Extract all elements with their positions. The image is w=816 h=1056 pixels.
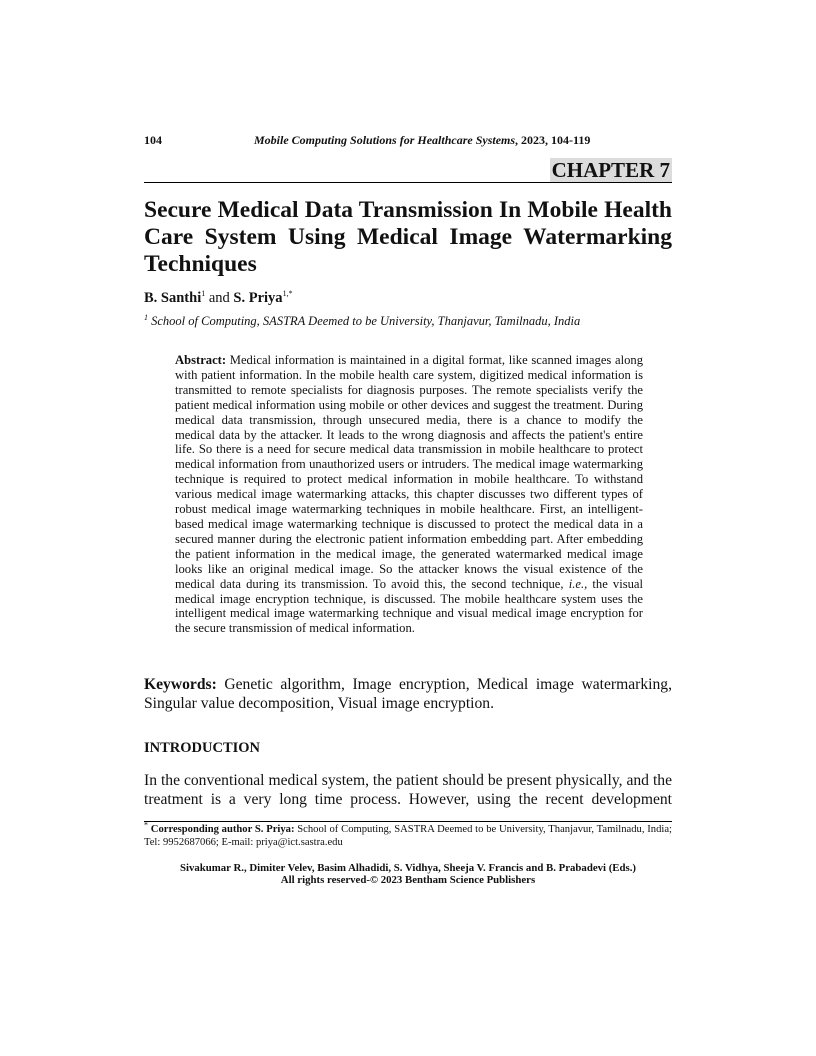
copyright-line: All rights reserved-© 2023 Bentham Science Publishers <box>280 874 536 886</box>
keywords-text: Genetic algorithm, Image encryption, Medical image watermarking, Singular value decomposition, Visual image encryption. <box>144 676 672 712</box>
footnote-mark: * <box>144 820 148 830</box>
page-number: 104 <box>144 133 162 147</box>
author-affiliation-mark: 1,* <box>282 289 293 299</box>
affiliation <box>144 314 580 329</box>
abstract-italic: i.e., <box>568 576 588 591</box>
affiliation-text: School of Computing, SASTRA Deemed to be University, Thanjavur, Tamilnadu, India <box>148 314 581 328</box>
footnote-text: School of Computing, SASTRA Deemed to be University, Thanjavur, Tamilnadu, India; Tel: 9952687066; E-mail: priya@ict.sastra.edu <box>144 824 672 848</box>
author-line <box>144 290 293 307</box>
author-name: S. Priya <box>233 290 283 306</box>
affiliation-mark: 1 <box>144 312 148 322</box>
abstract-label: Abstract: <box>175 353 227 367</box>
keywords <box>144 676 672 713</box>
author-name: B. Santhi <box>144 290 202 306</box>
chapter-rule <box>144 182 672 183</box>
section-heading: INTRODUCTION <box>144 740 261 756</box>
chapter-title: Secure Medical Data Transmission In Mobile Health Care System Using Medical Image Watermarking Techniques <box>144 197 672 277</box>
abstract-text: Medical information is maintained in a digital format, like scanned images along with patient information. In the mobile health care system, digitized medical information is transmitted to remote specialists for diagnosis purposes. The remote specialists verify the patient medical information using mobile or other devices and suggest the treatment. During medical data transmission, through unsecured media, there is a chance to modify the medical data by the attacker. It leads to the wrong diagnosis and affects the patient's entire life. So there is a need for secure medical data transmission in mobile healthcare to protect medical information from unauthorized users or intruders. The medical image watermarking technique is required to protect medical information in mobile healthcare. To withstand various medical image watermarking attacks, this chapter discusses two different types of robust medical image watermarking techniques in mobile healthcare. First, an intelligent-based medical image watermarking technique is discussed to protect the medical data in a secured manner during the electronic patient information embedding part. After embedding the patient information in the medical image, the generated watermarked medical image looks like an original medical image. So the attacker knows the visual existence of the medical data during its transmission. To avoid this, the second technique, <box>175 353 643 591</box>
abstract-text: the visual medical image encryption technique, is discussed. The mobile healthcare system uses the intelligent medical image watermarking technique and visual medical image encryption for the secure transmission of medical information. <box>175 576 644 636</box>
author-connector: and <box>205 290 234 306</box>
footnote <box>144 820 672 849</box>
author-affiliation-mark: 1 <box>201 289 206 299</box>
abstract <box>175 353 643 636</box>
journal-details: , 2023, 104-119 <box>515 133 591 147</box>
editors-line: Sivakumar R., Dimiter Velev, Basim Alhadidi, S. Vidhya, Sheeja V. Francis and B. Prabadevi (Eds.) <box>179 862 637 874</box>
body-paragraph: In the conventional medical system, the patient should be present physically, and the treatment is a very long time process. However, using the recent development <box>144 772 672 808</box>
running-header <box>254 133 590 148</box>
footnote-label: Corresponding author S. Priya: <box>148 824 295 835</box>
keywords-label: Keywords: <box>144 676 217 693</box>
footnote-rule <box>144 821 672 822</box>
journal-title: Mobile Computing Solutions for Healthcare Systems <box>254 133 516 147</box>
chapter-label: CHAPTER 7 <box>551 158 670 182</box>
